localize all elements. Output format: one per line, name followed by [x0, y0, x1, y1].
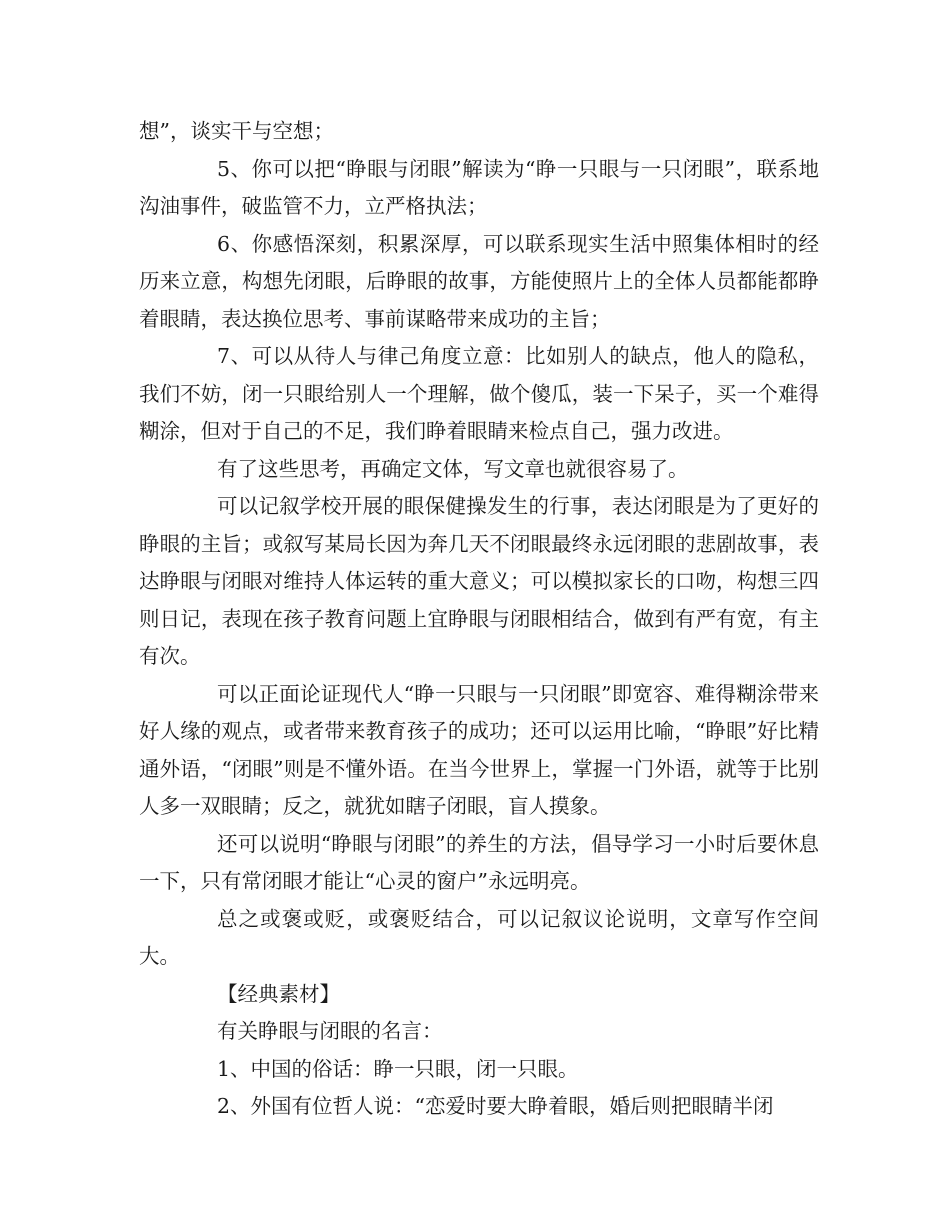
document-body: [139, 113, 819, 1126]
paragraph-transition: 有了这些思考，再确定文体，写文章也就很容易了。: [217, 456, 689, 481]
paragraph-point-7: 7、可以从待人与律己角度立意：比如别人的缺点，他人的隐私，我们不妨，闭一只眼给别人一个理解，做个傻瓜，装一下呆子，买一个难得糊涂，但对于自己的不足，我们睁着眼睛来检点自己，强力改进。: [139, 344, 819, 443]
section-heading-classic-material: 【经典素材】: [217, 981, 340, 1006]
paragraph-point-6: 6、你感悟深刻，积累深厚，可以联系现实生活中照集体相时的经历来立意，构想先闭眼，后睁眼的故事，方能使照片上的全体人员都能都睁着眼睛，表达换位思考、事前谋略带来成功的主旨；: [139, 231, 819, 331]
paragraph-quotes-intro: 有关睁眼与闭眼的名言：: [217, 1019, 443, 1043]
paragraph-point-5: 5、你可以把“睁眼与闭眼”解读为“睁一只眼与一只闭眼”，联系地沟油事件，破监管不力，立严格执法；: [139, 156, 819, 218]
paragraph-continuation: 想”，谈实干与空想；: [139, 119, 334, 143]
paragraph-argument-options: 可以正面论证现代人“睁一只眼与一只闭眼”即宽容、难得糊涂带来好人缘的观点，或者带来教育孩子的成功；还可以运用比喻，“睁眼”好比精通外语，“闭眼”则是不懂外语。在当今世界上，掌握一门外语，就等于比别人多一双眼睛；反之，就犹如瞎子闭眼，盲人摸象。: [139, 681, 819, 818]
quote-item-2: 2、外国有位哲人说：“恋爱时要大睁着眼，婚后则把眼睛半闭: [217, 1094, 774, 1118]
paragraph-narrative-options: 可以记叙学校开展的眼保健操发生的行事，表达闭眼是为了更好的睁眼的主旨；或叙写某局长因为奔几天不闭眼最终永远闭眼的悲剧故事，表达睁眼与闭眼对维持人体运转的重大意义；可以模拟家长的口吻，构想三四则日记，表现在孩子教育问题上宜睁眼与闭眼相结合，做到有严有宽，有主有次。: [139, 494, 819, 668]
paragraph-exposition-options: 还可以说明“睁眼与闭眼”的养生的方法，倡导学习一小时后要休息一下，只有常闭眼才能让“心灵的窗户”永远明亮。: [139, 831, 819, 893]
quote-item-1: 1、中国的俗话：睁一只眼，闭一只眼。: [217, 1056, 579, 1081]
paragraph-summary: 总之或褒或贬，或褒贬结合，可以记叙议论说明，文章写作空间大。: [139, 906, 819, 968]
